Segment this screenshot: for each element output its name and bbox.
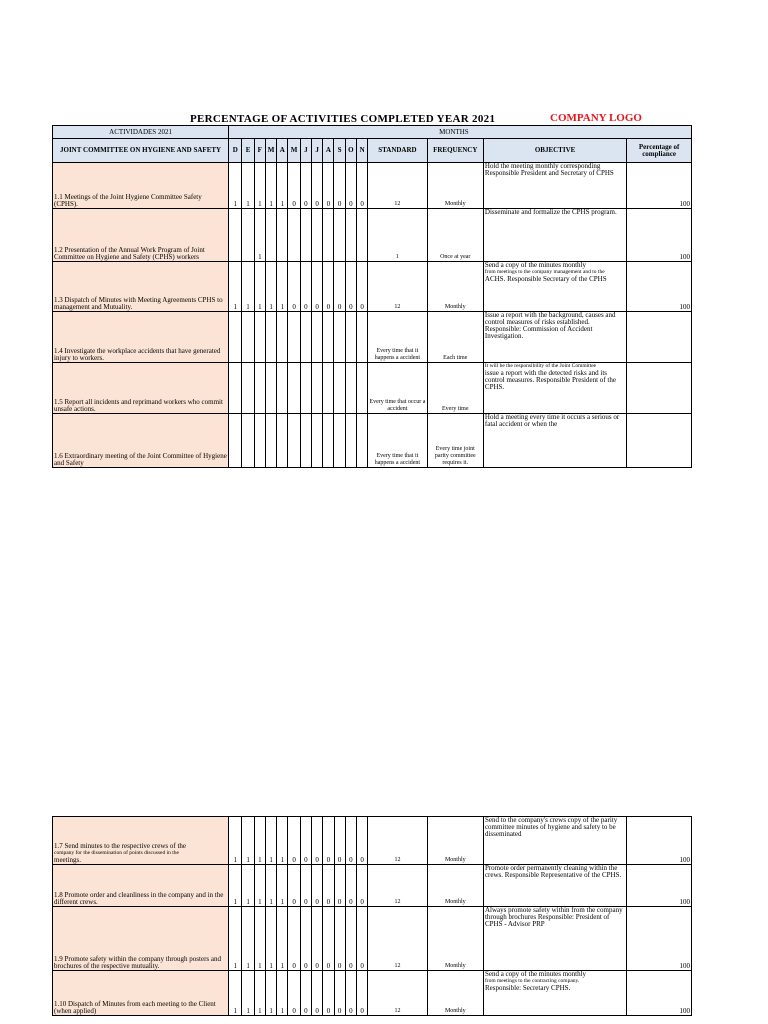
objective-text: Send a copy of the minutes monthly [484,261,587,269]
month-value: 0 [311,262,322,312]
table-row [53,971,692,1016]
month-value: 0 [288,907,300,971]
month-value [300,363,311,414]
month-value: 0 [311,163,322,209]
activity-text: 1.2 Presentation of the Annual Work Program of Joint Committee on Hygiene and Safety (CPHS) workers [54,246,205,261]
month-header: M [288,139,300,163]
month-header: S [334,139,345,163]
standard-cell: 12 [368,262,427,312]
month-value: 0 [300,817,311,865]
month-value: 1 [229,865,242,907]
month-value [311,414,322,468]
month-value: 0 [300,907,311,971]
table-row [53,414,692,468]
month-value: 0 [345,865,356,907]
month-value [345,363,356,414]
frequency-cell: Monthly [427,817,483,865]
month-value: 1 [277,163,288,209]
objective-subtext: from meetings to the company management and to the [484,269,605,275]
month-value: 0 [345,163,356,209]
month-value [288,312,300,363]
objective-text: Hold the meeting monthly corresponding Responsible President and Secretary of CPHS [484,162,614,177]
objective-cell [483,163,626,209]
objective-subtext: from meetings to the contracting company. [484,978,580,984]
month-value [356,363,367,414]
standard-cell: 12 [368,163,427,209]
activity-cell [53,163,229,209]
activities-table-top [52,125,692,468]
month-value [265,209,276,262]
activity-subtext: company for the dissemination of points discussed in the [54,850,179,856]
month-value: 1 [254,971,265,1016]
objective-cell [483,865,626,907]
objective-cell [483,907,626,971]
compliance-cell: 100 [627,817,692,865]
activity-text: 1.10 Dispatch of Minutes from each meeting to the Client (when applied) [54,1000,216,1015]
month-value: 0 [334,262,345,312]
month-value [311,363,322,414]
activity-text: 1.9 Promote safety within the company through posters and brochures of the respective mutuality. [54,955,221,970]
month-value [300,312,311,363]
month-value [242,414,254,468]
month-value [288,209,300,262]
table-row [53,163,692,209]
month-value [300,414,311,468]
objective-text: issue a report with the detected risks and its control measures. Responsible President of the CPHS. [484,369,616,391]
month-value: 1 [242,262,254,312]
standard-cell: Every time that it happens a accident [368,312,427,363]
compliance-cell: 100 [627,865,692,907]
activity-cell [53,414,229,468]
month-value [356,312,367,363]
activity-text: 1.6 Extraordinary meeting of the Joint Committee of Hygiene and Safety [54,452,227,467]
month-value [300,209,311,262]
objective-tail: Responsible: Secretary CPHS. [484,984,571,992]
month-value [288,414,300,468]
activities-year-header: ACTIVIDADES 2021 [53,126,229,139]
month-value: 0 [312,865,323,907]
month-value [229,209,242,262]
month-header: M [265,139,276,163]
month-value: 1 [254,817,265,865]
month-value [242,209,254,262]
table-row [53,209,692,262]
month-value [229,312,242,363]
month-value: 0 [288,817,300,865]
month-value [356,414,367,468]
month-value [323,312,334,363]
month-value: 0 [323,163,334,209]
month-value: 1 [254,865,265,907]
frequency-cell: Monthly [427,907,483,971]
objective-tail: ACHS. Responsible Secretary of the CPHS [484,275,607,283]
month-value [288,363,300,414]
month-value [345,414,356,468]
month-value: 1 [229,262,242,312]
month-value: 0 [288,865,300,907]
month-value: 1 [265,907,276,971]
month-value [265,312,276,363]
month-value: 1 [265,817,276,865]
objective-subtext: It will be the responsibility of the Joint Committee [484,363,597,369]
standard-cell: 12 [368,971,427,1016]
month-header: A [277,139,288,163]
objective-text: Always promote safety within from the company through brochures Responsible: President of CPHS - Advisor PRP [484,906,623,928]
month-value [229,363,242,414]
month-value: 0 [312,817,323,865]
objective-text: Hold a meeting every time it occurs a serious or fatal accident or when the [484,413,620,428]
month-value [277,414,288,468]
month-value [242,363,254,414]
month-value [323,363,334,414]
standard-cell: 1 [368,209,427,262]
month-value [277,363,288,414]
month-value: 1 [254,262,265,312]
month-value: 0 [345,817,356,865]
objective-cell [483,817,626,865]
frequency-cell: Monthly [427,865,483,907]
month-value: 1 [265,262,276,312]
month-header: O [345,139,356,163]
month-value: 0 [323,817,334,865]
month-value: 0 [323,262,334,312]
month-value [265,414,276,468]
month-value: 0 [288,163,300,209]
month-value: 1 [242,907,254,971]
frequency-header: FREQUENCY [427,139,483,163]
compliance-cell: 100 [627,209,692,262]
month-value: 1 [242,865,254,907]
month-value: 0 [300,163,311,209]
standard-cell: 12 [368,817,427,865]
standard-cell: 12 [368,865,427,907]
month-value: 0 [334,817,345,865]
activity-cell [53,971,229,1016]
month-value [265,363,276,414]
month-header: N [356,139,367,163]
month-value: 0 [300,971,311,1016]
frequency-cell: Monthly [427,971,483,1016]
month-value: 1 [229,971,242,1016]
month-value: 0 [357,817,368,865]
month-value [277,209,288,262]
month-value [334,209,345,262]
month-value: 1 [242,971,254,1016]
month-value [254,312,265,363]
page-title: PERCENTAGE OF ACTIVITIES COMPLETED YEAR 2021 [190,113,496,125]
month-value: 1 [254,907,265,971]
objective-text: Issue a report with the background, causes and control measures of risks established. Responsible: Commission of Accident Investigation. [484,311,616,340]
compliance-cell: 100 [627,262,692,312]
months-header: MONTHS [229,126,692,139]
month-value [254,363,265,414]
month-value: 1 [229,817,242,865]
table-row [53,363,692,414]
month-value: 1 [229,907,242,971]
month-value: 1 [242,163,254,209]
month-header: J [300,139,311,163]
frequency-cell: Monthly [427,262,483,312]
month-value [229,414,242,468]
table-row [53,312,692,363]
activity-cell [53,817,229,865]
activity-text: 1.8 Promote order and cleanliness in the company and in the different crews. [54,891,224,906]
objective-cell [483,209,626,262]
month-value: 0 [312,971,323,1016]
compliance-cell [627,312,692,363]
month-value: 0 [334,971,345,1016]
committee-header: JOINT COMMITTEE ON HYGIENE AND SAFETY [53,139,229,163]
objective-cell [483,414,626,468]
month-value: 0 [323,971,334,1016]
objective-text: Promote order permanently cleaning within the crews. Responsible Representative of the CPHS. [484,864,622,879]
standard-cell: Every time that occur a accident [368,363,427,414]
activity-cell [53,262,229,312]
month-header: J [311,139,322,163]
month-value: 0 [345,971,356,1016]
month-value [323,414,334,468]
month-value: 1 [277,817,288,865]
month-value: 1 [254,163,265,209]
month-header: A [323,139,334,163]
standard-cell: Every time that it happens a accident [368,414,427,468]
month-value: 0 [312,907,323,971]
month-value: 0 [334,163,345,209]
month-value: 0 [357,971,368,1016]
table-row [53,817,692,865]
activity-cell [53,363,229,414]
month-value: 0 [323,865,334,907]
month-value: 0 [345,907,356,971]
month-value [311,312,322,363]
activity-text: 1.5 Report all incidents and reprimand workers who commit unsafe actions. [54,398,223,413]
month-value: 0 [288,262,300,312]
month-value: 0 [356,163,367,209]
objective-cell [483,312,626,363]
month-value: 1 [277,262,288,312]
month-value [334,312,345,363]
month-value [254,414,265,468]
frequency-cell: Monthly [427,163,483,209]
compliance-cell: 100 [627,163,692,209]
compliance-cell [627,363,692,414]
table-row [53,907,692,971]
objective-cell [483,363,626,414]
month-header: E [242,139,254,163]
month-value [323,209,334,262]
month-value: 1 [229,163,242,209]
month-value [345,312,356,363]
month-value: 0 [323,907,334,971]
month-header: D [229,139,242,163]
month-value [277,312,288,363]
activity-cell [53,907,229,971]
month-value: 0 [334,865,345,907]
month-value: 0 [357,865,368,907]
month-value: 1 [242,817,254,865]
month-value: 1 [265,971,276,1016]
frequency-cell: Every time [427,363,483,414]
activity-text: 1.4 Investigate the workplace accidents that have generated injury to workers. [54,347,221,362]
month-value [345,209,356,262]
month-value [334,363,345,414]
month-value: 1 [265,163,276,209]
month-header: F [254,139,265,163]
objective-cell [483,262,626,312]
frequency-cell: Every time joint parity committee requires it. [427,414,483,468]
month-value [311,209,322,262]
compliance-cell: 100 [627,971,692,1016]
compliance-header: Percentage of compliance [627,139,692,163]
month-value: 1 [265,865,276,907]
month-value: 0 [356,262,367,312]
activity-cell [53,209,229,262]
month-value [356,209,367,262]
objective-header: OBJECTIVE [483,139,626,163]
activity-cell [53,312,229,363]
company-logo-text: COMPANY LOGO [550,112,642,124]
activity-cell [53,865,229,907]
month-value: 0 [334,907,345,971]
month-value: 0 [357,907,368,971]
month-value: 1 [277,907,288,971]
frequency-cell: Each time [427,312,483,363]
standard-cell: 12 [368,907,427,971]
activity-text: 1.1 Meetings of the Joint Hygiene Committee Safety (CPHS). [54,193,202,208]
month-value: 1 [277,865,288,907]
standard-header: STANDARD [368,139,427,163]
month-value: 0 [288,971,300,1016]
activity-tail: meetings. [54,856,82,864]
month-value: 0 [300,262,311,312]
activity-text: 1.7 Send minutes to the respective crews of the [54,842,186,850]
objective-text: Send a copy of the minutes monthly [484,970,587,978]
month-value [334,414,345,468]
month-value: 1 [254,209,265,262]
frequency-cell: Once at year [427,209,483,262]
activity-text: 1.3 Dispatch of Minutes with Meeting Agreements CPHS to management and Mutuality. [54,296,223,311]
month-value: 0 [300,865,311,907]
table-row [53,262,692,312]
objective-text: Send to the company's crews copy of the parity committee minutes of hygiene and safety to be disseminated [484,816,618,838]
compliance-cell: 100 [627,907,692,971]
month-value: 0 [345,262,356,312]
month-value [242,312,254,363]
month-value: 1 [277,971,288,1016]
compliance-cell [627,414,692,468]
objective-cell [483,971,626,1016]
activities-table-bottom [52,816,692,1016]
objective-text: Disseminate and formalize the CPHS program. [484,208,617,216]
table-row [53,865,692,907]
